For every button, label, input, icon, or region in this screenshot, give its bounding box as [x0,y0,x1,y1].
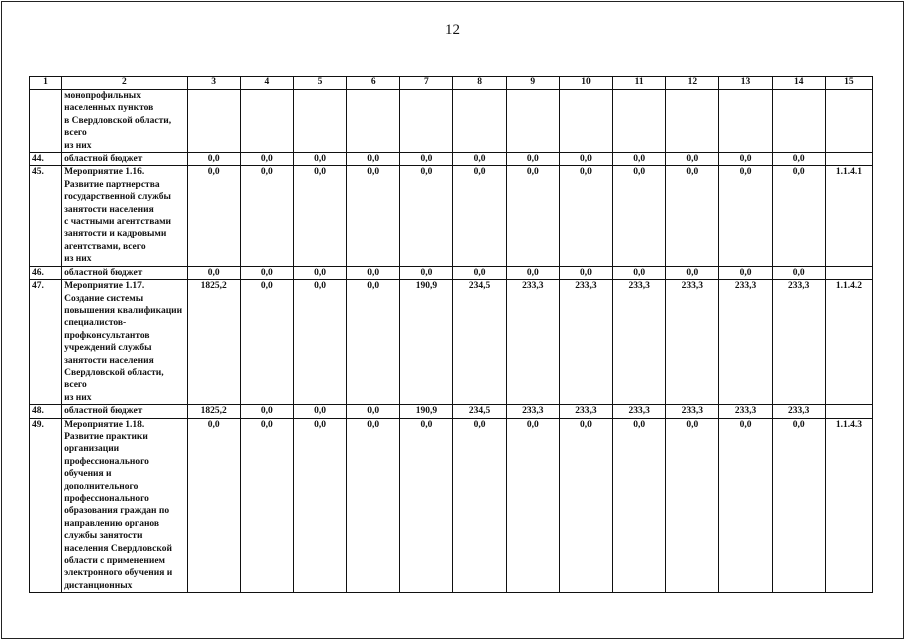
value-cell: 0,0 [347,166,400,266]
header-cell: 9 [506,77,559,90]
value-cell [719,90,772,153]
table-row [30,266,873,279]
value-cell: 0,0 [772,266,825,279]
value-cell: 0,0 [293,280,346,405]
row-number: 49. [30,418,62,593]
value-cell: 0,0 [666,266,719,279]
value-cell: 233,3 [719,280,772,405]
value-cell: 0,0 [453,153,506,166]
row-description: Мероприятие 1.16. Развитие партнерства государственной службы занятости населения с частными агентствами занятости и кадровыми агентствами, всего из них [62,166,187,266]
value-cell: 0,0 [187,166,240,266]
row-code [825,90,872,153]
value-cell: 0,0 [772,166,825,266]
row-code: 1.1.4.3 [825,418,872,593]
value-cell [506,90,559,153]
header-cell: 8 [453,77,506,90]
header-cell: 14 [772,77,825,90]
value-cell: 0,0 [453,266,506,279]
value-cell: 0,0 [400,266,453,279]
header-cell: 11 [613,77,666,90]
value-cell [453,90,506,153]
row-code [825,405,872,418]
value-cell: 0,0 [187,418,240,593]
header-cell: 2 [62,77,187,90]
value-cell: 0,0 [506,266,559,279]
value-cell: 233,3 [506,280,559,405]
value-cell: 0,0 [719,266,772,279]
header-cell: 12 [666,77,719,90]
value-cell: 233,3 [772,280,825,405]
value-cell [400,90,453,153]
value-cell: 0,0 [240,418,293,593]
value-cell: 0,0 [400,153,453,166]
value-cell: 0,0 [772,418,825,593]
header-cell: 7 [400,77,453,90]
value-cell: 0,0 [240,266,293,279]
value-cell [187,90,240,153]
value-cell: 0,0 [613,418,666,593]
table-row [30,90,873,153]
value-cell: 0,0 [187,153,240,166]
value-cell: 0,0 [559,418,612,593]
value-cell: 233,3 [559,405,612,418]
value-cell: 0,0 [666,418,719,593]
header-cell: 4 [240,77,293,90]
row-description: областной бюджет [62,405,187,418]
row-number: 47. [30,280,62,405]
value-cell: 190,9 [400,280,453,405]
value-cell: 0,0 [666,166,719,266]
value-cell: 0,0 [240,280,293,405]
row-description: Мероприятие 1.17. Создание системы повышения квалификации специалистов- профконсультантов учреждений службы занятости населения Свердловской области, всего из них [62,280,187,405]
value-cell: 0,0 [613,153,666,166]
value-cell: 0,0 [293,166,346,266]
value-cell [559,90,612,153]
header-cell: 6 [347,77,400,90]
header-cell: 15 [825,77,872,90]
row-code [825,266,872,279]
row-number: 45. [30,166,62,266]
header-cell: 5 [293,77,346,90]
value-cell [613,90,666,153]
value-cell: 0,0 [400,166,453,266]
value-cell: 0,0 [453,166,506,266]
value-cell: 233,3 [719,405,772,418]
value-cell: 233,3 [506,405,559,418]
value-cell: 233,3 [613,405,666,418]
value-cell: 0,0 [240,405,293,418]
row-description: монопрофильных населенных пунктов в Свердловской области, всего из них [62,90,187,153]
value-cell [347,90,400,153]
row-description: областной бюджет [62,153,187,166]
value-cell: 234,5 [453,405,506,418]
value-cell [293,90,346,153]
row-number: 46. [30,266,62,279]
header-cell: 13 [719,77,772,90]
table-row [30,166,873,266]
value-cell: 0,0 [347,266,400,279]
row-description: Мероприятие 1.18. Развитие практики организации профессионального обучения и дополнительного профессионального образования граждан по направлению органов службы занятости населения Свердловской области с применением электронного обучения и дистанционных [62,418,187,593]
value-cell: 233,3 [559,280,612,405]
value-cell: 0,0 [293,153,346,166]
document-page [1,1,904,639]
row-number [30,90,62,153]
row-code: 1.1.4.2 [825,280,872,405]
row-number: 48. [30,405,62,418]
value-cell: 233,3 [613,280,666,405]
row-number: 44. [30,153,62,166]
value-cell: 0,0 [719,418,772,593]
value-cell: 0,0 [293,418,346,593]
value-cell: 0,0 [240,153,293,166]
table-row [30,280,873,405]
value-cell [772,90,825,153]
value-cell: 0,0 [506,418,559,593]
value-cell: 233,3 [772,405,825,418]
value-cell: 0,0 [613,166,666,266]
value-cell: 0,0 [347,418,400,593]
row-code: 1.1.4.1 [825,166,872,266]
budget-table [29,76,873,593]
value-cell: 0,0 [613,266,666,279]
value-cell: 0,0 [772,153,825,166]
value-cell: 0,0 [347,153,400,166]
header-cell: 10 [559,77,612,90]
row-code [825,153,872,166]
value-cell [240,90,293,153]
value-cell: 0,0 [506,166,559,266]
value-cell: 0,0 [453,418,506,593]
value-cell: 0,0 [559,166,612,266]
value-cell: 0,0 [719,153,772,166]
value-cell: 0,0 [559,266,612,279]
value-cell: 233,3 [666,405,719,418]
value-cell: 0,0 [187,266,240,279]
value-cell: 0,0 [293,405,346,418]
value-cell [666,90,719,153]
value-cell: 1825,2 [187,280,240,405]
table-row [30,153,873,166]
value-cell: 233,3 [666,280,719,405]
table-header-row [30,77,873,90]
table-row [30,405,873,418]
value-cell: 0,0 [240,166,293,266]
value-cell: 0,0 [347,405,400,418]
header-cell: 3 [187,77,240,90]
value-cell: 190,9 [400,405,453,418]
table-row [30,418,873,593]
value-cell: 1825,2 [187,405,240,418]
value-cell: 0,0 [559,153,612,166]
value-cell: 0,0 [293,266,346,279]
value-cell: 0,0 [347,280,400,405]
value-cell: 234,5 [453,280,506,405]
value-cell: 0,0 [400,418,453,593]
header-cell: 1 [30,77,62,90]
value-cell: 0,0 [506,153,559,166]
value-cell: 0,0 [666,153,719,166]
row-description: областной бюджет [62,266,187,279]
value-cell: 0,0 [719,166,772,266]
page-number: 12 [445,22,460,38]
